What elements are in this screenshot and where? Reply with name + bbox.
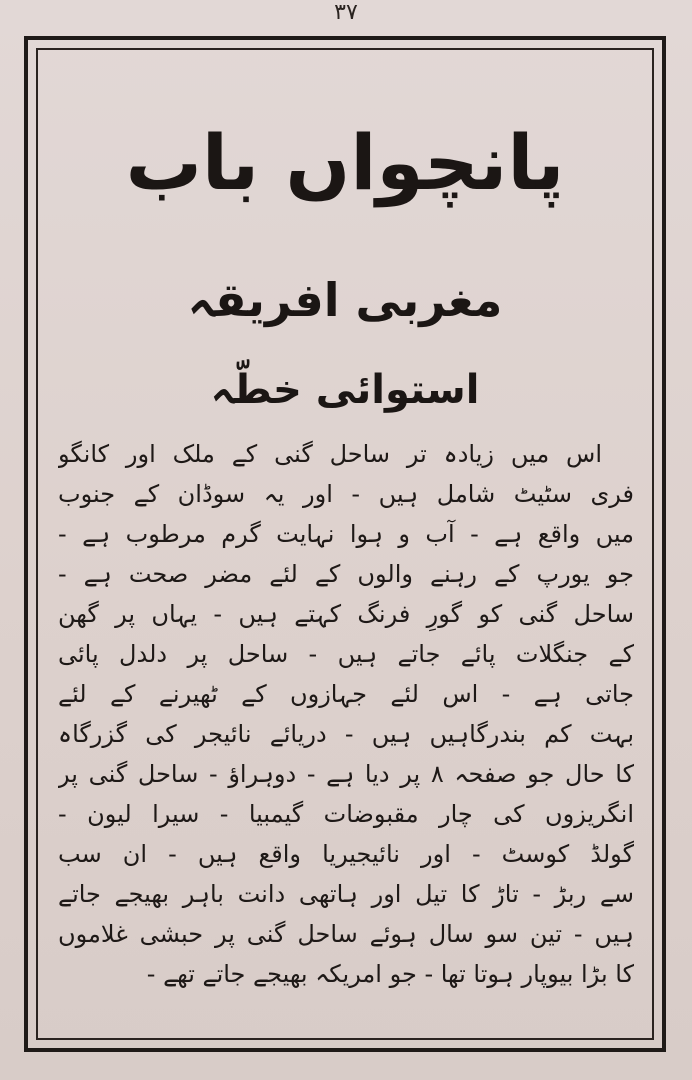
body-line: انگریزوں کی چار مقبوضات گیمبیا - سیرا لیون - — [58, 800, 634, 828]
body-line: گولڈ کوسٹ - اور نائیجیریا واقع ہیں - ان سب — [58, 840, 634, 868]
chapter-title: پانچواں باب — [125, 118, 565, 207]
body-line: کے جنگلات پائے جاتے ہیں - ساحل پر دلدل پائی — [58, 640, 634, 668]
body-line: ساحل گنی کو گورِ فرنگ کہتے ہیں - یہاں پر گھن — [58, 600, 634, 628]
body-line: بہت کم بندرگاہیں ہیں - دریائے نائیجر کی گزرگاہ — [58, 720, 634, 748]
body-line: جاتی ہے - اس لئے جہازوں کے ٹھیرنے کے لئے — [58, 680, 634, 708]
body-line: فری سٹیٹ شامل ہیں - اور یہ سوڈان کے جنوب — [58, 480, 634, 508]
body-line: کا بڑا بیوپار ہوتا تھا - جو امریکہ بھیجے جاتے تھے - — [146, 960, 634, 988]
body-line: اس میں زیادہ تر ساحل گنی کے ملک اور کانگو — [58, 440, 602, 468]
body-line: ہیں - تین سو سال ہوئے ساحل گنی پر حبشی غلاموں — [58, 920, 634, 948]
body-line: جو یورپ کے رہنے والوں کے لئے مضر صحت ہے - — [58, 560, 634, 588]
body-line: سے ربڑ - تاڑ کا تیل اور ہاتھی دانت باہر بھیجے جاتے — [58, 880, 634, 908]
body-line: میں واقع ہے - آب و ہوا نہایت گرم مرطوب ہے - — [58, 520, 634, 548]
body-text — [58, 434, 634, 994]
body-line: کا حال جو صفحہ ۸ پر دیا ہے - دوہراؤ - ساحل گنی پر — [58, 760, 634, 788]
section-heading: استوائی خطّہ — [210, 367, 480, 413]
page-number: ۳۷ — [334, 0, 358, 25]
chapter-subtitle: مغربی افریقہ — [187, 273, 503, 327]
